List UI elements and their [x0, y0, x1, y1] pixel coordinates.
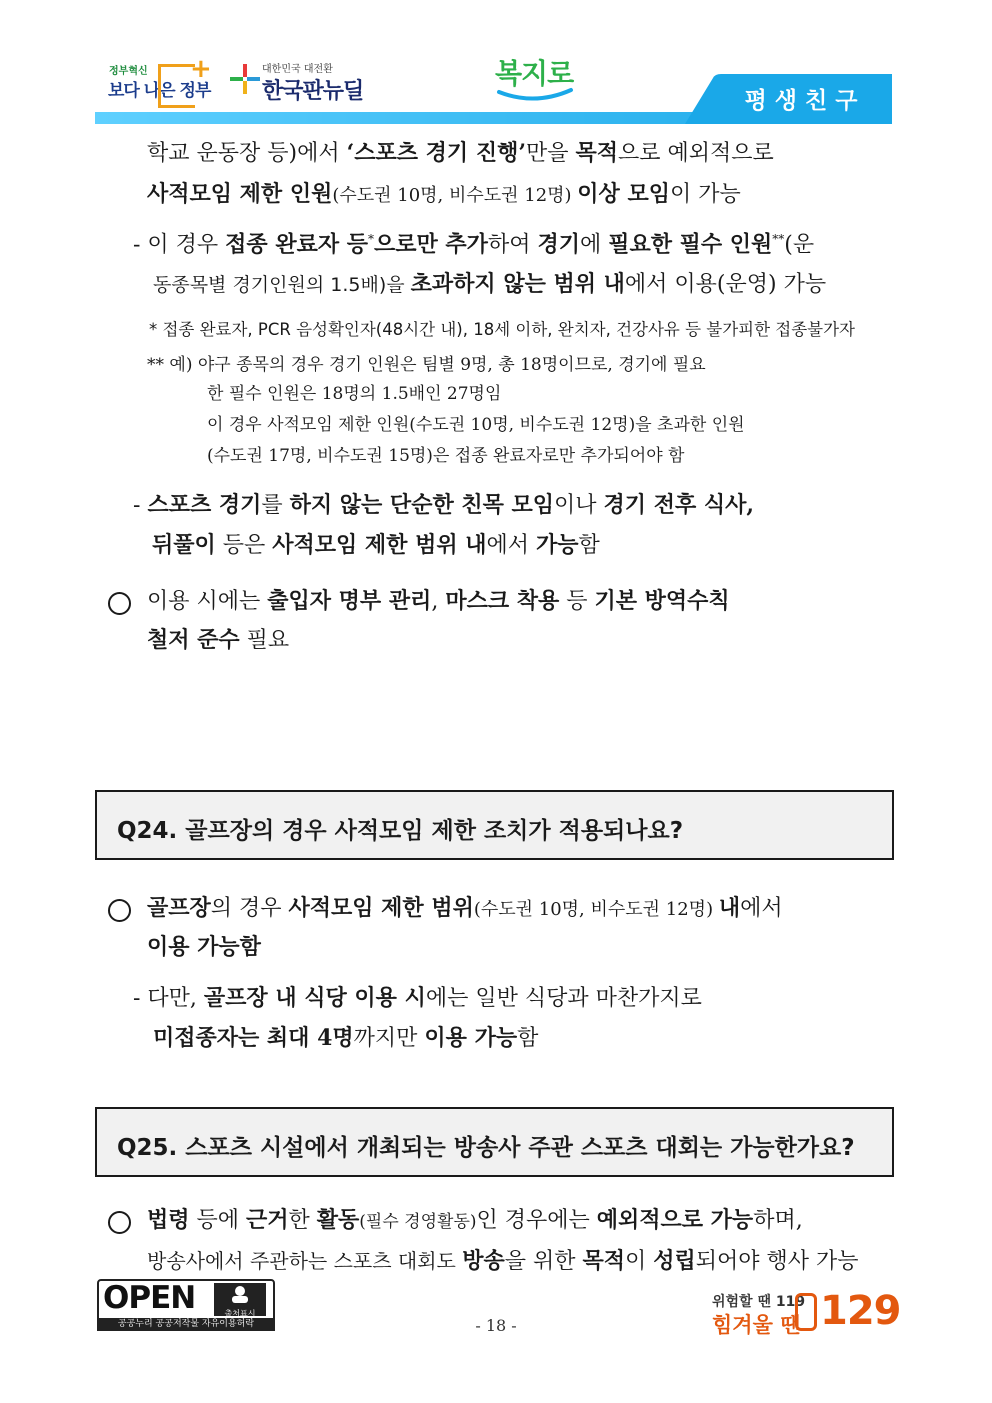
- gov-innovation-small: 정부혁신: [109, 66, 148, 77]
- text-line-4: 동종목별 경기인원의 1.5배)을 초과하지 않는 범위 내에서 이용(운영) 가능: [153, 271, 827, 297]
- open-license-strip: 공공누리 공공저작물 자유이용허락: [97, 1318, 275, 1331]
- q25-answer-line-1: 법령 등에 근거한 활동(필수 경영활동)인 경우에는 예외적으로 가능하며,: [147, 1207, 803, 1233]
- tab-label: 평생친구: [744, 88, 866, 114]
- q24-answer-line-2: 이용 가능함: [147, 934, 261, 960]
- footnote-1: * 접종 완료자, PCR 음성확인자(48시간 내), 18세 이하, 완치자, 건강사유 등 불가피한 접종불가자: [149, 320, 855, 339]
- bullet-circle: [108, 592, 131, 615]
- pinwheel-icon: [228, 62, 262, 96]
- text-line-2: 사적모임 제한 인원(수도권 10명, 비수도권 12명) 이상 모임이 가능: [147, 181, 741, 207]
- newdeal-logo: 한국판뉴딜: [262, 79, 364, 104]
- hotline-slogan: 힘겨울 땐: [712, 1313, 801, 1337]
- text-line-3: - 이 경우 접종 완료자 등*으로만 추가하여 경기에 필요한 필수 인원**(운: [133, 231, 815, 258]
- person-icon: [214, 1283, 266, 1305]
- hotline-caption: 위험할 땐 119: [712, 1294, 806, 1310]
- footnote-4: 이 경우 사적모임 제한 인원(수도권 10명, 비수도권 12명)을 초과한 인원: [207, 415, 745, 435]
- footnote-2: ** 예) 야구 종목의 경우 경기 인원은 팀별 9명, 총 18명이므로, 경기에 필요: [147, 355, 706, 375]
- page-number: - 18 -: [475, 1316, 517, 1335]
- q24-answer-line-3: - 다만, 골프장 내 식당 이용 시에는 일반 식당과 마찬가지로: [133, 985, 702, 1011]
- phone-icon: [795, 1293, 817, 1331]
- bullet-circle: [108, 1211, 131, 1234]
- hotline-number: 129: [820, 1288, 901, 1334]
- text-line-1: 학교 운동장 등)에서 ‘스포츠 경기 진행’만을 목적으로 예외적으로: [147, 140, 774, 166]
- question-title-q24: Q24. 골프장의 경우 사적모임 제한 조치가 적용되나요?: [117, 818, 684, 844]
- q24-answer-line-4: 미접종자는 최대 4명까지만 이용 가능함: [153, 1025, 539, 1051]
- bullet-circle: [108, 899, 131, 922]
- text-line-7: 이용 시에는 출입자 명부 관리, 마스크 착용 등 기본 방역수칙: [147, 588, 730, 614]
- question-title-q25: Q25. 스포츠 시설에서 개최되는 방송사 주관 스포츠 대회는 가능한가요?: [117, 1135, 855, 1161]
- attribution-badge-label: 출처표시: [224, 1309, 256, 1318]
- q24-answer-line-1: 골프장의 경우 사적모임 제한 범위(수도권 10명, 비수도권 12명) 내에서: [147, 895, 783, 921]
- q25-answer-line-2: 방송사에서 주관하는 스포츠 대회도 방송을 위한 목적이 성립되어야 행사 가능: [147, 1248, 859, 1274]
- footnote-5: (수도권 17명, 비수도권 15명)은 접종 완료자로만 추가되어야 함: [207, 446, 685, 466]
- open-license-label: OPEN: [103, 1280, 196, 1316]
- text-line-6: 뒤풀이 등은 사적모임 제한 범위 내에서 가능함: [152, 532, 600, 558]
- text-line-8: 철저 준수 필요: [147, 627, 290, 653]
- footnote-3: 한 필수 인원은 18명의 1.5배인 27명임: [207, 384, 502, 404]
- attribution-badge: [214, 1283, 266, 1316]
- gov-innovation-logo: 보다 나은 정부: [108, 81, 211, 101]
- text-line-5: - 스포츠 경기를 하지 않는 단순한 친목 모임이나 경기 전후 식사,: [133, 492, 755, 518]
- newdeal-subtitle: 대한민국 대전환: [262, 64, 333, 75]
- swoosh-icon: [495, 86, 575, 104]
- plus-icon: +: [190, 54, 212, 84]
- bokjiro-logo: 복지로: [495, 57, 574, 90]
